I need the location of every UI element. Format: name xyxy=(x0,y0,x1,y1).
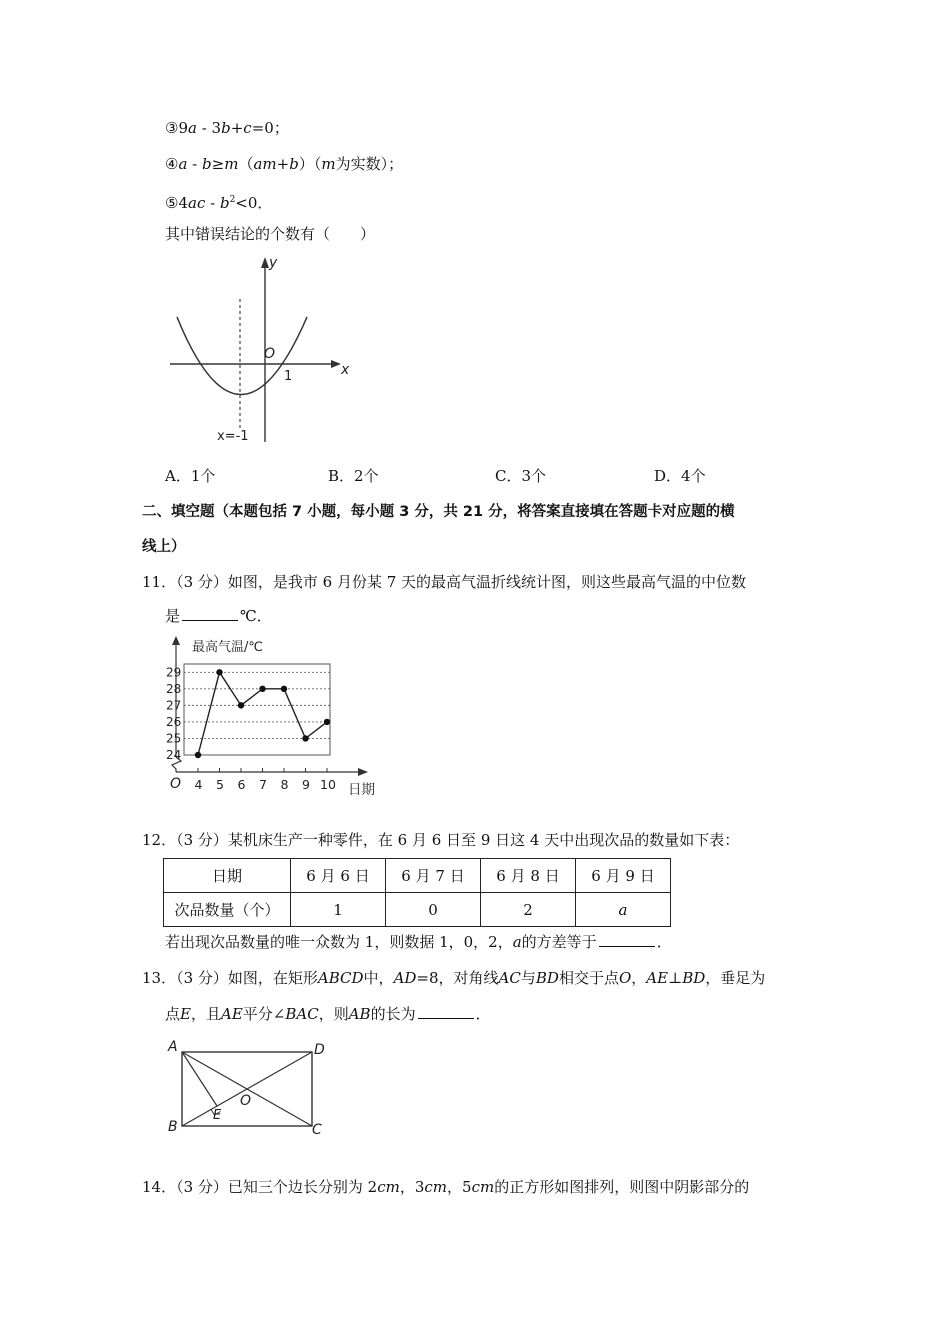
vertex-label-a: A xyxy=(168,1039,178,1055)
table-header-cell: 6 月 9 日 xyxy=(576,859,671,893)
y-tick-label: 29 xyxy=(166,665,182,680)
table-header-cell: 6 月 6 日 xyxy=(291,859,386,893)
table-cell: 2 xyxy=(481,893,576,927)
data-point xyxy=(281,686,287,692)
data-point xyxy=(259,686,265,692)
answer-blank-11[interactable] xyxy=(182,606,238,621)
y-tick-label: 26 xyxy=(166,714,182,729)
section-2-heading-line1: 二、填空题（本题包括 7 小题，每小题 3 分，共 21 分，将答案直接填在答题卡对应题的横 xyxy=(142,504,735,520)
data-point xyxy=(238,702,244,708)
table-cell: 1 xyxy=(291,893,386,927)
rectangle-figure xyxy=(162,1035,342,1140)
x-axis-label: 日期 xyxy=(348,782,375,798)
option-b[interactable]: B．2个 xyxy=(328,467,379,485)
x-axis-label: x xyxy=(341,362,350,378)
conclusion-3: ③9a - 3b+c=0； xyxy=(165,119,289,137)
y-tick-label: 27 xyxy=(166,698,182,713)
y-axis-label: y xyxy=(269,255,278,271)
y-axis-arrow xyxy=(261,257,269,268)
question-10-prompt: 其中错误结论的个数有（ ） xyxy=(165,225,376,243)
answer-blank-13[interactable] xyxy=(418,1004,474,1019)
point-label-e: E xyxy=(213,1108,222,1123)
option-c[interactable]: C．3个 xyxy=(495,467,547,485)
root-label: 1 xyxy=(284,369,293,384)
plot-frame xyxy=(184,664,330,755)
x-tick-label: 8 xyxy=(280,777,289,792)
origin-label: O xyxy=(170,776,182,792)
y-tick-label: 25 xyxy=(166,731,182,746)
question-14-line1: 14．（3 分）已知三个边长分别为 2cm，3cm，5cm的正方形如图排列，则图中阴影部分的 xyxy=(142,1178,750,1196)
question-12-line1: 12．（3 分）某机床生产一种零件，在 6 月 6 日至 9 日这 4 天中出现次品的数量如下表： xyxy=(142,831,740,849)
table-cell: 0 xyxy=(386,893,481,927)
data-point xyxy=(195,752,201,758)
data-point xyxy=(216,669,222,675)
segment-ae xyxy=(182,1052,217,1106)
x-axis-arrow xyxy=(331,360,341,368)
temperature-line-chart xyxy=(162,634,402,799)
chart-title: 最高气温/℃ xyxy=(192,640,263,655)
question-13-line2: 点E，且AE平分∠BAC，则AB的长为 ． xyxy=(165,1005,491,1023)
answer-blank-12[interactable] xyxy=(599,932,655,947)
table-row xyxy=(164,859,671,893)
series-line xyxy=(198,672,327,755)
point-label-o: O xyxy=(240,1093,252,1109)
data-point xyxy=(302,735,308,741)
defect-table xyxy=(163,858,671,927)
vertex-label-b: B xyxy=(168,1119,178,1135)
option-d[interactable]: D．4个 xyxy=(654,467,706,485)
x-tick-label: 6 xyxy=(237,777,246,792)
table-header-cell: 日期 xyxy=(164,859,291,893)
table-row xyxy=(164,893,671,927)
conclusion-5: ⑤4ac - $b^2<0$． xyxy=(165,194,273,212)
x-tick-label: 5 xyxy=(216,777,224,792)
table-cell: a xyxy=(576,893,671,927)
x-tick-label: 7 xyxy=(259,777,267,792)
section-2-heading-line2: 线上） xyxy=(142,539,186,555)
table-header-cell: 6 月 8 日 xyxy=(481,859,576,893)
question-13-line1: 13．（3 分）如图，在矩形ABCD中，AD=8，对角线AC与BD相交于点O，AE⊥BD，垂足为 xyxy=(142,969,766,987)
y-axis-arrow xyxy=(172,636,180,645)
vertex-label-c: C xyxy=(312,1122,322,1138)
option-a[interactable]: A．1个 xyxy=(165,467,216,485)
data-point xyxy=(324,719,330,725)
question-12-line2: 若出现次品数量的唯一众数为 1，则数据 1，0，2，a的方差等于 ． xyxy=(165,933,672,951)
origin-label: O xyxy=(264,346,276,362)
x-tick-label: 9 xyxy=(302,777,310,792)
question-11-line2: 是 ℃． xyxy=(165,607,272,625)
conclusion-4: ④a - b≥m（am+b）（m为实数）； xyxy=(165,155,404,173)
table-cell: 次品数量（个） xyxy=(164,893,291,927)
x-axis-arrow xyxy=(358,768,368,776)
parabola-figure xyxy=(165,252,365,447)
symmetry-axis-label: x=-1 xyxy=(217,429,249,444)
table-header-cell: 6 月 7 日 xyxy=(386,859,481,893)
y-tick-label: 24 xyxy=(166,748,182,762)
x-tick-label: 10 xyxy=(320,777,336,792)
y-tick-label: 28 xyxy=(166,681,182,696)
x-tick-label: 4 xyxy=(194,777,203,792)
vertex-label-d: D xyxy=(314,1042,325,1058)
question-11-line1: 11．（3 分）如图，是我市 6 月份某 7 天的最高气温折线统计图，则这些最高气温的中位数 xyxy=(142,573,747,591)
